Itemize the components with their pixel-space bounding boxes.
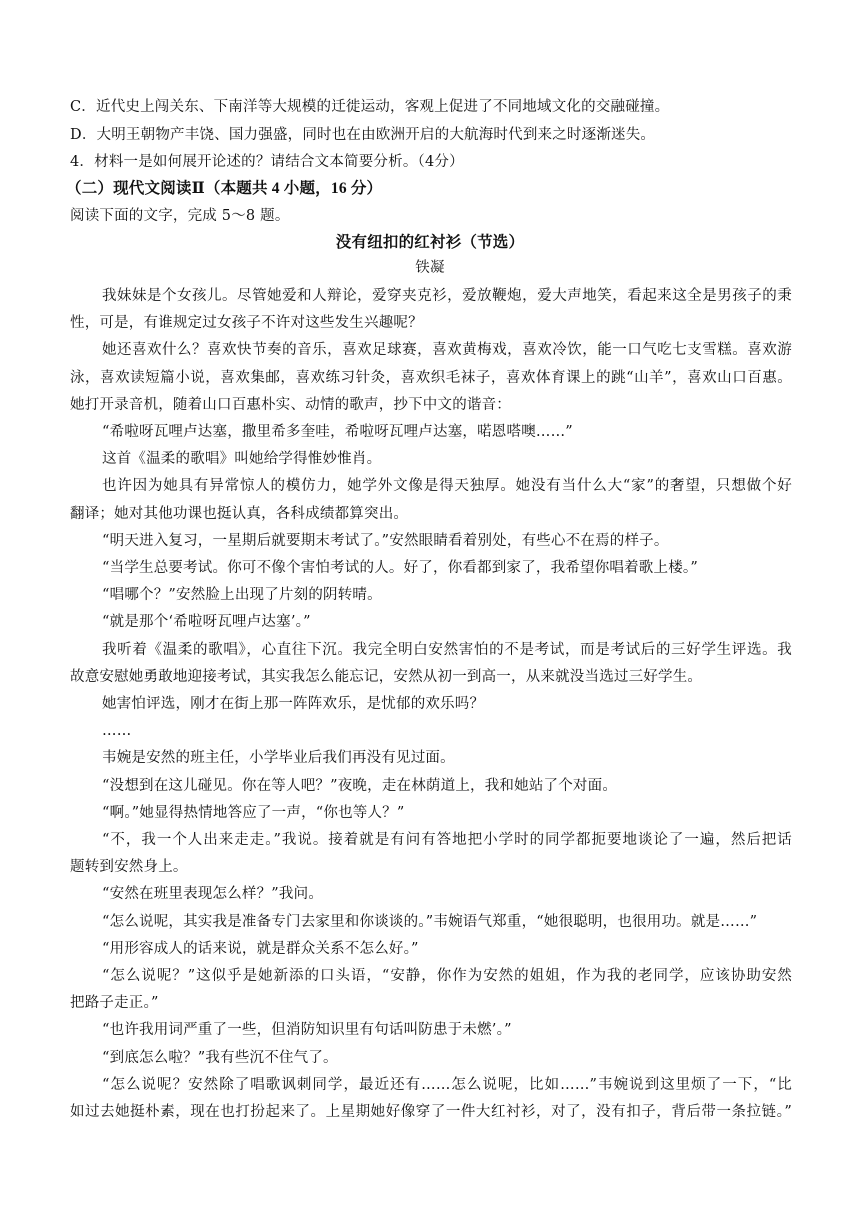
question-4: 4．材料一是如何展开论述的？请结合文本简要分析。（4分）: [70, 154, 464, 170]
article-line: 题转到安然身上。: [70, 859, 188, 875]
article-line: ……: [102, 723, 132, 739]
article-line: 韦婉是安然的班主任，小学毕业后我们再没有见过面。: [102, 750, 455, 766]
article-line: “唱哪个？”安然脸上出现了片刻的阴转晴。: [102, 587, 382, 603]
option-c: C．近代史上闯关东、下南洋等大规模的迁徙运动，客观上促进了不同地域文化的交融碰撞。: [70, 99, 670, 115]
article-line: “不，我一个人出来走走。”我说。接着就是有问有答地把小学时的同学都扼要地谈论了一遍，然后把话: [102, 832, 792, 848]
article-line: 我听着《温柔的歌唱》，心直往下沉。我完全明白安然害怕的不是考试，而是考试后的三好学生评选。我: [102, 642, 792, 658]
article-line: “怎么说呢？”这似乎是她新添的口头语，“安静，你作为安然的姐姐，作为我的老同学，应该协助安然: [102, 968, 792, 984]
article-line: 性，可是，有谁规定过女孩子不许对这些发生兴趣呢？: [70, 315, 423, 331]
article-title: 没有纽扣的红衬衫（节选）: [335, 234, 525, 251]
article-line: “怎么说呢，其实我是准备专门去家里和你谈谈的。”韦婉语气郑重，“她很聪明，也很用功。就是……”: [102, 914, 758, 930]
article-line: “也许我用词严重了一些，但消防知识里有句话叫防患于未燃’。”: [102, 1022, 512, 1038]
section-instruction: 阅读下面的文字，完成 5～8 题。: [70, 208, 290, 224]
article-line: 也许因为她具有异常惊人的模仿力，她学外文像是得天独厚。她没有当什么大“家”的奢望，只想做个好: [102, 478, 792, 494]
article-line: 把路子走正。”: [70, 995, 159, 1011]
article-line: 泳，喜欢读短篇小说，喜欢集邮，喜欢练习针灸，喜欢织毛袜子，喜欢体育课上的跳“山羊”，喜欢山口百惠。: [70, 370, 792, 386]
article-line: “就是那个‘希啦呀瓦哩卢达塞’。”: [102, 614, 311, 630]
article-line: 如过去她挺朴素，现在也打扮起来了。上星期她好像穿了一件大红衬衫，对了，没有扣子，背后带一条拉链。”: [70, 1104, 792, 1120]
article-line: 她害怕评选，刚才在街上那一阵阵欢乐，是忧郁的欢乐吗？: [102, 696, 485, 712]
article-line: 这首《温柔的歌唱》叫她给学得惟妙惟肖。: [102, 451, 382, 467]
option-d: D．大明王朝物产丰饶、国力强盛，同时也在由欧洲开启的大航海时代到来之时逐渐迷失。: [70, 127, 656, 143]
article-line: “没想到在这儿碰见。你在等人吧？”夜晚，走在林荫道上，我和她站了个对面。: [102, 778, 618, 794]
article-line: “安然在班里表现怎么样？”我问。: [102, 886, 324, 902]
article-line: “希啦呀瓦哩卢达塞，撒里希多奎哇，希啦呀瓦哩卢达塞，喏恩嗒噢……”: [102, 424, 573, 440]
article-line: 她还喜欢什么？喜欢快节奏的音乐，喜欢足球赛，喜欢黄梅戏，喜欢冷饮，能一口气吃七支雪糕。喜欢游: [102, 342, 792, 358]
article-line: “明天进入复习，一星期后就要期末考试了。”安然眼睛看着别处，有些心不在焉的样子。: [102, 533, 669, 549]
section-heading: （二）现代文阅读Ⅱ（本题共 4 小题，16 分）: [66, 180, 383, 197]
article-line: 她打开录音机，随着山口百惠朴实、动情的歌声，抄下中文的谐音：: [70, 397, 511, 413]
article-line: 故意安慰她勇敢地迎接考试，其实我怎么能忘记，安然从初一到高一，从来就没当选过三好学生。: [70, 669, 703, 685]
article-line: “当学生总要考试。你可不像个害怕考试的人。好了，你看都到家了，我希望你唱着歌上楼。”: [102, 560, 698, 576]
article-line: “到底怎么啦？”我有些沉不住气了。: [102, 1050, 338, 1066]
article-line: 我妹妹是个女孩儿。尽管她爱和人辩论，爱穿夹克衫，爱放鞭炮，爱大声地笑，看起来这全是男孩子的秉: [102, 288, 792, 304]
article-line: “用形容成人的话来说，就是群众关系不怎么好。”: [102, 941, 419, 957]
article-line: 翻译；她对其他功课也挺认真，各科成绩都算突出。: [70, 506, 409, 522]
article-line: “啊。”她显得热情地答应了一声，“你也等人？”: [102, 805, 405, 821]
article-line: “怎么说呢？安然除了唱歌讽刺同学，最近还有……怎么说呢，比如……”韦婉说到这里烦了一下，“比: [102, 1077, 792, 1093]
article-author: 铁凝: [415, 260, 445, 276]
